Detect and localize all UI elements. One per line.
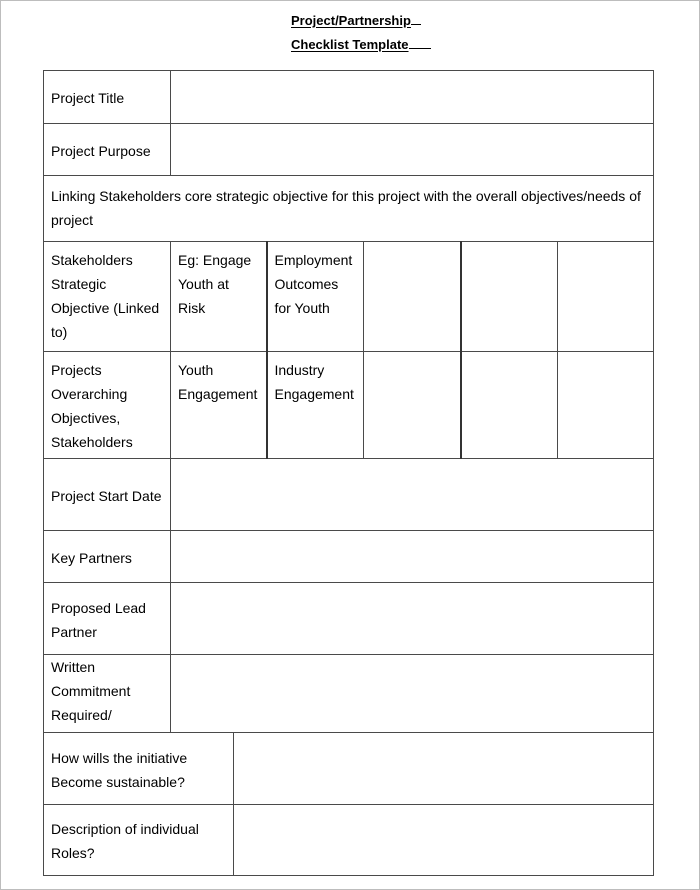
row-individual-roles [44, 805, 654, 876]
row-project-purpose [44, 124, 654, 176]
proposed-lead-partner-label: Proposed Lead Partner [44, 583, 171, 655]
stakeholders-blank-cell-3[interactable] [558, 242, 654, 352]
stakeholders-blank-cell-2[interactable] [461, 242, 558, 352]
stakeholders-blank-cell-1[interactable] [364, 242, 461, 352]
projects-youth-cell: Youth Engagement [171, 352, 267, 459]
individual-roles-label: Description of individual Roles? [44, 805, 234, 876]
document-title-line-2: Checklist Template [291, 34, 431, 52]
row-sustainable [44, 733, 654, 805]
document-title-line-1: Project/Partnership [291, 10, 421, 28]
row-written-commitment [44, 655, 654, 733]
projects-blank-cell-3[interactable] [558, 352, 654, 459]
written-commitment-field[interactable] [171, 655, 654, 733]
stakeholders-outcome-cell: Employment Outcomes for Youth [267, 242, 364, 352]
project-start-date-label: Project Start Date [44, 459, 171, 531]
written-commitment-label: Written Commitment Required/ [44, 655, 171, 733]
projects-industry-cell: Industry Engagement [267, 352, 364, 459]
row-project-start-date [44, 459, 654, 531]
project-purpose-label: Project Purpose [44, 124, 171, 176]
projects-overarching-label: Projects Overarching Objectives, Stakeholders [44, 352, 171, 459]
key-partners-label: Key Partners [44, 531, 171, 583]
sustainable-label: How wills the initiative Become sustainable? [44, 733, 234, 805]
row-key-partners [44, 531, 654, 583]
linking-objectives-label: Linking Stakeholders core strategic objective for this project with the overall objectives/needs of project [44, 176, 654, 242]
project-title-label: Project Title [44, 71, 171, 124]
projects-blank-cell-2[interactable] [461, 352, 558, 459]
individual-roles-field[interactable] [234, 805, 654, 876]
project-purpose-field[interactable] [171, 124, 654, 176]
checklist-table [43, 70, 654, 876]
key-partners-field[interactable] [171, 531, 654, 583]
row-stakeholders-objective [44, 242, 654, 352]
row-proposed-lead-partner [44, 583, 654, 655]
stakeholders-example-cell: Eg: Engage Youth at Risk [171, 242, 267, 352]
sustainable-field[interactable] [234, 733, 654, 805]
project-start-date-field[interactable] [171, 459, 654, 531]
row-projects-overarching [44, 352, 654, 459]
row-project-title [44, 71, 654, 124]
projects-blank-cell-1[interactable] [364, 352, 461, 459]
proposed-lead-partner-field[interactable] [171, 583, 654, 655]
stakeholders-objective-label: Stakeholders Strategic Objective (Linked to) [44, 242, 171, 352]
project-title-field[interactable] [171, 71, 654, 124]
row-linking-objectives [44, 176, 654, 242]
